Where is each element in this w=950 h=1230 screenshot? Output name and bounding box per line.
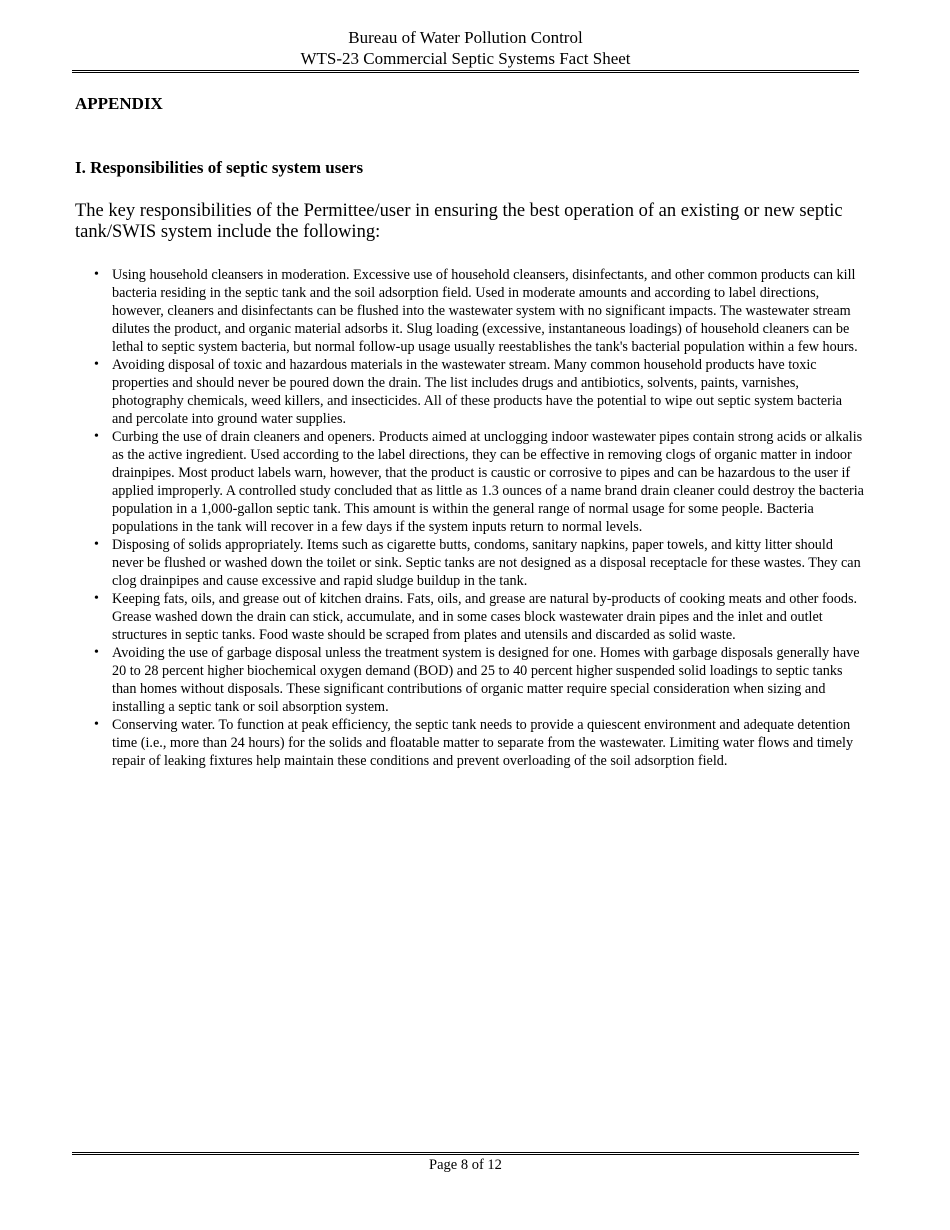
list-item-text: Using household cleansers in moderation. Excessive use of household cleansers, disinfectants, and other common products can kill bacteria residing in the septic tank and the soil adsorption field. Used in moderate amounts and according to label directions, however, cleaners and disinfectants can be flushed into the wastewater system with no significant impacts. The wastewater stream dilutes the product, and organic material adsorbs it. Slug loading (excessive, instantaneous loadings) of household cleaners can be lethal to septic system bacteria, but normal follow-up usage usually reestablishes the tank's bacterial population within a few hours. xyxy=(112,267,858,355)
bullet-icon: • xyxy=(94,429,99,444)
list-item-text: Avoiding the use of garbage disposal unless the treatment system is designed for one. Homes with garbage disposals generally have 20 to 28 percent higher biochemical oxygen demand (BOD) and 25 to 40 percent higher suspended solid loadings to septic tanks than homes without disposals. These significant contributions of organic matter require special consideration when sizing and installing a septic tank or soil absorption system. xyxy=(112,645,860,715)
list-item xyxy=(94,644,864,716)
list-item xyxy=(94,266,864,356)
list-item-text: Disposing of solids appropriately. Items such as cigarette butts, condoms, sanitary napkins, paper towels, and kitty litter should never be flushed or washed down the toilet or sink. Septic tanks are not designed as a disposal receptacle for these wastes. They can clog drainpipes and cause excessive and rapid sludge buildup in the tank. xyxy=(112,537,861,589)
list-item xyxy=(94,356,864,428)
section-heading: I. Responsibilities of septic system users xyxy=(75,158,364,177)
bullet-icon: • xyxy=(94,591,99,606)
header-document-title: WTS-23 Commercial Septic Systems Fact Sheet xyxy=(300,49,631,68)
responsibilities-list xyxy=(94,266,864,770)
footer-divider xyxy=(72,1152,859,1155)
list-item xyxy=(94,590,864,644)
section-intro: The key responsibilities of the Permittee/user in ensuring the best operation of an existing or new septic tank/SWIS system include the following: xyxy=(75,201,843,242)
header-bureau-name: Bureau of Water Pollution Control xyxy=(348,28,583,47)
header-divider xyxy=(72,70,859,73)
bullet-icon: • xyxy=(94,717,99,732)
list-item-text: Keeping fats, oils, and grease out of kitchen drains. Fats, oils, and grease are natural by-products of cooking meats and other foods. Grease washed down the drain can stick, accumulate, and in some cases block wastewater drain pipes and the inlet and outlet structures in septic tanks. Food waste should be scraped from plates and utensils and discarded as solid waste. xyxy=(112,591,858,643)
list-item-text: Avoiding disposal of toxic and hazardous materials in the wastewater stream. Many common household products have toxic properties and should never be poured down the drain. The list includes drugs and antibiotics, solvents, paints, varnishes, photography chemicals, weed killers, and insecticides. All of these products have the potential to wipe out septic system bacteria and percolate into ground water supplies. xyxy=(112,357,843,427)
list-item xyxy=(94,716,864,770)
page-header xyxy=(72,27,859,69)
list-item xyxy=(94,536,864,590)
page-number: Page 8 of 12 xyxy=(429,1157,502,1173)
bullet-icon: • xyxy=(94,537,99,552)
appendix-title: APPENDIX xyxy=(75,94,163,113)
bullet-icon: • xyxy=(94,645,99,660)
bullet-icon: • xyxy=(94,357,99,372)
list-item-text: Curbing the use of drain cleaners and openers. Products aimed at unclogging indoor wastewater pipes contain strong acids or alkalis as the active ingredient. Used according to the label directions, they can be effective in removing clogs of organic matter in indoor drainpipes. Most product labels warn, however, that the product is caustic or corrosive to pipes and can be hazardous to the user if applied improperly. A controlled study concluded that as little as 1.3 ounces of a name brand drain cleaner could destroy the bacteria population in a 1,000-gallon septic tank. This amount is within the general range of normal usage for some people. Bacteria populations in the tank will recover in a few days if the system inputs return to normal levels. xyxy=(112,429,864,535)
bullet-icon: • xyxy=(94,267,99,282)
list-item-text: Conserving water. To function at peak efficiency, the septic tank needs to provide a quiescent environment and adequate detention time (i.e., more than 24 hours) for the solids and floatable matter to separate from the wastewater. Limiting water flows and timely repair of leaking fixtures help maintain these conditions and prevent overloading of the soil adsorption field. xyxy=(112,717,854,769)
list-item xyxy=(94,428,864,536)
